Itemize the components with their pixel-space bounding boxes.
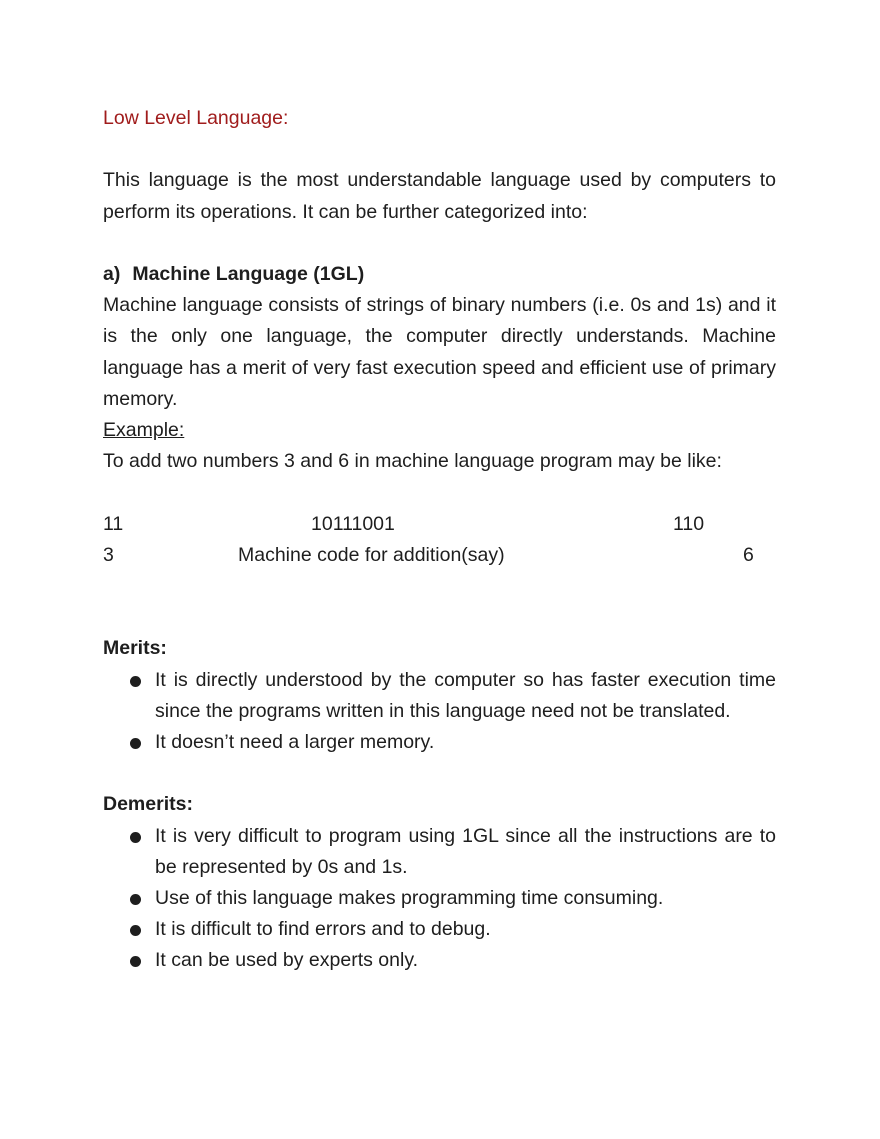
example-label: Example:: [103, 419, 185, 441]
intro-paragraph: This language is the most understandable language used by computers to perform its operations. It can be further categorized into:: [103, 169, 776, 223]
bullet-icon: [130, 738, 141, 749]
demerit-text: It is very difficult to program using 1GL since all the instructions are to be represented by 0s and 1s.: [155, 824, 776, 878]
merit-text: It is directly understood by the computer so has faster execution time since the programs written in this language need not be translated.: [155, 668, 776, 722]
merits-heading: Merits:: [103, 637, 167, 660]
spacer: [103, 758, 776, 789]
merits-list: [103, 665, 776, 759]
section-heading: Low Level Language:: [103, 107, 289, 129]
bullet-icon: [130, 894, 141, 905]
binary-opcode: 10111001: [311, 512, 395, 535]
spacer: [103, 228, 776, 259]
opcode-meaning: Machine code for addition(say): [238, 543, 505, 566]
spacer: [103, 477, 776, 508]
demerits-list: [103, 821, 776, 977]
merit-text: It doesn’t need a larger memory.: [155, 730, 435, 753]
example-label-line: [103, 415, 776, 446]
example-text: To add two numbers 3 and 6 in machine language program may be like:: [103, 450, 722, 473]
decimal-operand-1: 3: [103, 543, 114, 566]
list-item: [103, 883, 776, 914]
subsection-title: Machine Language (1GL): [132, 262, 365, 285]
list-item: [103, 914, 776, 945]
binary-operand-1: 11: [103, 512, 124, 535]
machine-language-description: Machine language consists of strings of binary numbers (i.e. 0s and 1s) and it is the only one language, the computer directly understands. Machine language has a merit of very fast execution speed and efficient use of primary memory.: [103, 294, 776, 410]
binary-code-row: [103, 509, 776, 540]
list-item: [103, 821, 776, 883]
bullet-icon: [130, 676, 141, 687]
decimal-operand-2: 6: [743, 543, 754, 566]
spacer: [103, 571, 776, 602]
binary-operand-2: 110: [673, 512, 705, 535]
meaning-row: [103, 540, 776, 571]
demerit-text: It can be used by experts only.: [155, 949, 419, 972]
spacer: [103, 134, 776, 165]
demerit-text: It is difficult to find errors and to debug.: [155, 918, 491, 941]
bullet-icon: [130, 956, 141, 967]
document-page: [103, 103, 776, 977]
spacer: [103, 602, 776, 633]
demerit-text: Use of this language makes programming time consuming.: [155, 886, 664, 909]
subsection-number: a): [103, 262, 121, 285]
bullet-icon: [130, 832, 141, 843]
list-item: [103, 665, 776, 727]
demerits-heading: Demerits:: [103, 793, 193, 816]
machine-language-heading: [103, 259, 776, 290]
bullet-icon: [130, 925, 141, 936]
list-item: [103, 945, 776, 976]
list-item: [103, 727, 776, 758]
